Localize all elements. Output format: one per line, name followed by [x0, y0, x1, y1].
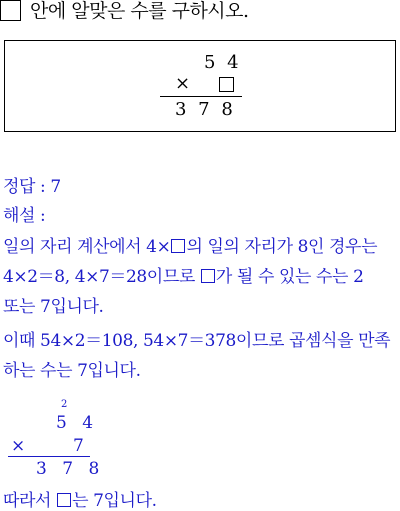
- answer-box-icon: [0, 0, 21, 21]
- blank-box-icon: [171, 239, 185, 253]
- blank-box-icon: [201, 269, 215, 283]
- explanation-line-3: 또는 7입니다.: [3, 297, 104, 317]
- blank-box-icon: [57, 493, 71, 507]
- calc-result: 3 7 8: [36, 459, 105, 479]
- explanation-line-2-b: 가 될 수 있는 수는 2: [215, 267, 364, 287]
- conclusion-line: [3, 491, 157, 511]
- explanation-line-5: 하는 수는 7입니다.: [3, 361, 141, 381]
- calc-operator: ×: [11, 436, 31, 456]
- blank-box-icon: [219, 75, 234, 94]
- explanation-line-4: 이때 54×2＝108, 54×7＝378이므로 곱셈식을 만족: [3, 331, 391, 351]
- sum-line: [160, 96, 242, 97]
- product-result: 3 7 8: [175, 99, 236, 120]
- explanation-heading: 해설 :: [3, 206, 46, 226]
- explanation-line-1: [3, 237, 377, 257]
- calc-sum-line: [8, 456, 90, 457]
- calc-multiplier: 7: [73, 436, 89, 456]
- explanation-line-1-a: 일의 자리 계산에서 4×: [3, 237, 171, 257]
- question-text: 안에 알맞은 수를 구하시오.: [30, 0, 249, 22]
- answer-line: 정답 : 7: [3, 177, 61, 197]
- problem-box: [4, 40, 396, 132]
- multiplicand: 5 4: [204, 52, 242, 73]
- conclusion-b: 는 7입니다.: [72, 491, 157, 511]
- explanation-line-2-a: 4×2＝8, 4×7＝28이므로: [3, 267, 195, 287]
- conclusion-a: 따라서: [3, 491, 52, 511]
- explanation-line-1-b: 의 일의 자리가 8인 경우는: [186, 237, 378, 257]
- calc-multiplicand: 5 4: [56, 413, 99, 433]
- explanation-line-2: [3, 267, 363, 287]
- multiply-operator: ×: [175, 73, 194, 94]
- carry-digit: 2: [61, 399, 68, 410]
